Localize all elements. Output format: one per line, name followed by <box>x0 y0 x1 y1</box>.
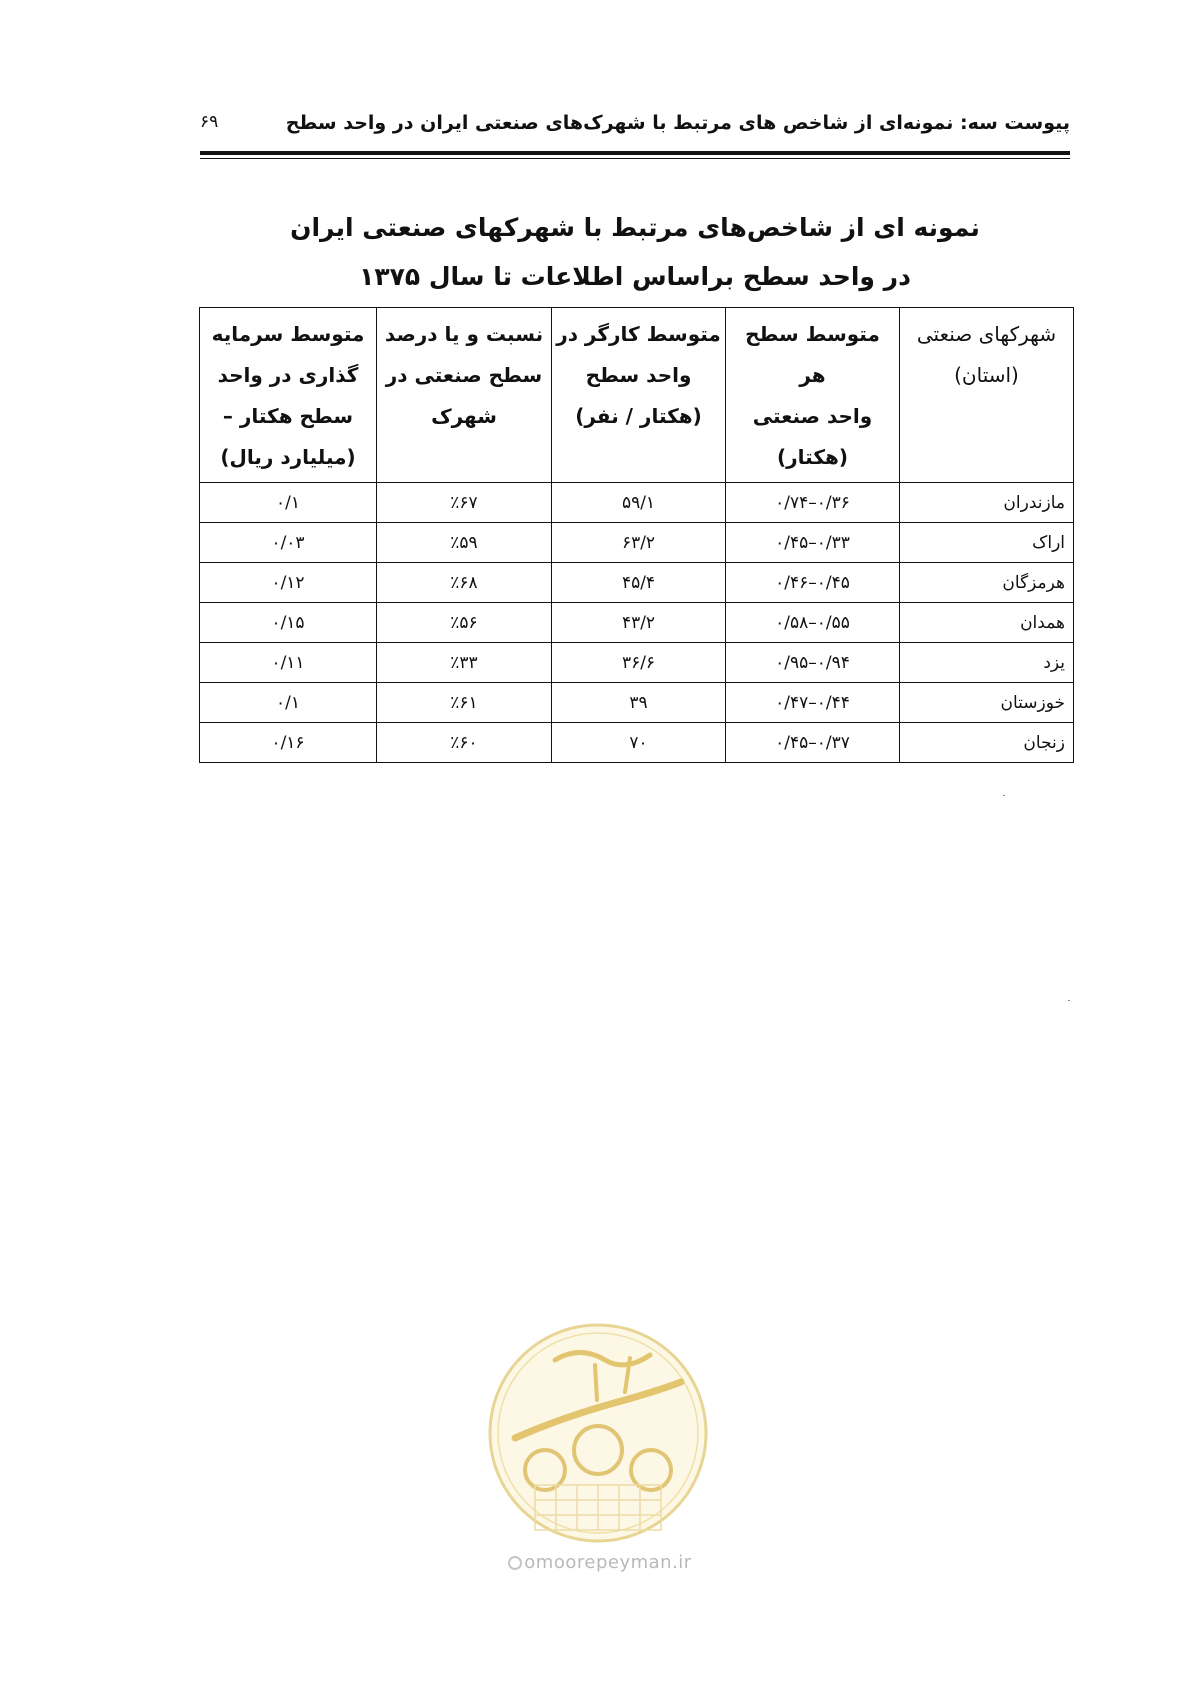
cell-share: ٪۶۷ <box>377 483 552 523</box>
table-row <box>200 643 1074 683</box>
table-row <box>200 523 1074 563</box>
cell-province: هرمزگان <box>900 563 1074 603</box>
cell-investment: ۰/۰۳ <box>200 523 377 563</box>
header-line: شهرکهای صنعتی <box>916 322 1057 346</box>
cell-unit-area: ۰/۳۶–۰/۷۴ <box>726 483 900 523</box>
watermark-text: omoorepeyman.ir <box>524 1552 692 1573</box>
page-number: ۶۹ <box>200 112 219 132</box>
cell-province: یزد <box>900 643 1074 683</box>
cell-share: ٪۳۳ <box>377 643 552 683</box>
cell-share: ٪۶۸ <box>377 563 552 603</box>
scan-speck <box>1003 795 1005 796</box>
table-row <box>200 723 1074 763</box>
cell-share: ٪۵۶ <box>377 603 552 643</box>
header-line: واحد سطح <box>585 363 692 387</box>
header-line: متوسط سرمایه <box>211 322 365 346</box>
header-line: (هکتار) <box>777 445 848 469</box>
header-unit-area <box>726 308 900 483</box>
cell-unit-area: ۰/۳۷–۰/۴۵ <box>726 723 900 763</box>
header-line: (هکتار / نفر) <box>575 404 702 428</box>
header-line: (میلیارد ریال) <box>220 445 356 469</box>
at-icon <box>508 1556 522 1570</box>
cell-share: ٪۵۹ <box>377 523 552 563</box>
table-row <box>200 563 1074 603</box>
cell-workers: ۵۹/۱ <box>552 483 726 523</box>
cell-province: مازندران <box>900 483 1074 523</box>
cell-unit-area: ۰/۹۴–۰/۹۵ <box>726 643 900 683</box>
header-line: سطح هکتار – <box>222 404 354 428</box>
cell-province: همدان <box>900 603 1074 643</box>
cell-share: ٪۶۱ <box>377 683 552 723</box>
scan-speck <box>1068 1000 1070 1001</box>
cell-workers: ۶۳/۲ <box>552 523 726 563</box>
header-line: سطح صنعتی در <box>385 363 543 387</box>
watermark <box>480 1552 720 1573</box>
table-row <box>200 603 1074 643</box>
cell-share: ٪۶۰ <box>377 723 552 763</box>
header-industrial-share <box>377 308 552 483</box>
cell-investment: ۰/۱۱ <box>200 643 377 683</box>
header-province <box>900 308 1074 483</box>
cell-investment: ۰/۱۲ <box>200 563 377 603</box>
header-rule-thin <box>200 158 1070 159</box>
table-header-row <box>200 308 1074 483</box>
header-investment <box>200 308 377 483</box>
header-line: (استان) <box>954 363 1019 387</box>
header-workers-per-area <box>552 308 726 483</box>
cell-investment: ۰/۱۶ <box>200 723 377 763</box>
table-row <box>200 483 1074 523</box>
cell-province: زنجان <box>900 723 1074 763</box>
header-line: واحد صنعتی <box>752 404 873 428</box>
running-title: پیوست سه: نمونه‌ای از شاخص های مرتبط با شهرک‌های صنعتی ایران در واحد سطح <box>285 112 1070 134</box>
cell-workers: ۷۰ <box>552 723 726 763</box>
table-row <box>200 683 1074 723</box>
cell-unit-area: ۰/۵۵–۰/۵۸ <box>726 603 900 643</box>
cell-province: اراک <box>900 523 1074 563</box>
header-line: متوسط کارگر در <box>556 322 721 346</box>
cell-unit-area: ۰/۴۴–۰/۴۷ <box>726 683 900 723</box>
header-line: شهرک <box>431 404 497 428</box>
cell-unit-area: ۰/۳۳–۰/۴۵ <box>726 523 900 563</box>
cell-province: خوزستان <box>900 683 1074 723</box>
header-line: نسبت و یا درصد <box>384 322 544 346</box>
cell-investment: ۰/۱۵ <box>200 603 377 643</box>
cell-investment: ۰/۱ <box>200 683 377 723</box>
indicators-table <box>199 307 1074 763</box>
table-title-line-2: در واحد سطح براساس اطلاعات تا سال ۱۳۷۵ <box>359 262 911 291</box>
cell-workers: ۴۵/۴ <box>552 563 726 603</box>
cell-unit-area: ۰/۴۵–۰/۴۶ <box>726 563 900 603</box>
cell-workers: ۳۶/۶ <box>552 643 726 683</box>
header-line: متوسط سطح هر <box>745 322 880 387</box>
running-head <box>200 112 1070 148</box>
cell-workers: ۴۳/۲ <box>552 603 726 643</box>
omoorepeyman-seal-logo <box>485 1320 711 1546</box>
cell-investment: ۰/۱ <box>200 483 377 523</box>
header-rule-thick <box>200 151 1070 155</box>
header-line: گذاری در واحد <box>217 363 359 387</box>
cell-workers: ۳۹ <box>552 683 726 723</box>
table-title-line-1: نمونه ای از شاخص‌های مرتبط با شهرکهای صنعتی ایران <box>290 213 980 242</box>
